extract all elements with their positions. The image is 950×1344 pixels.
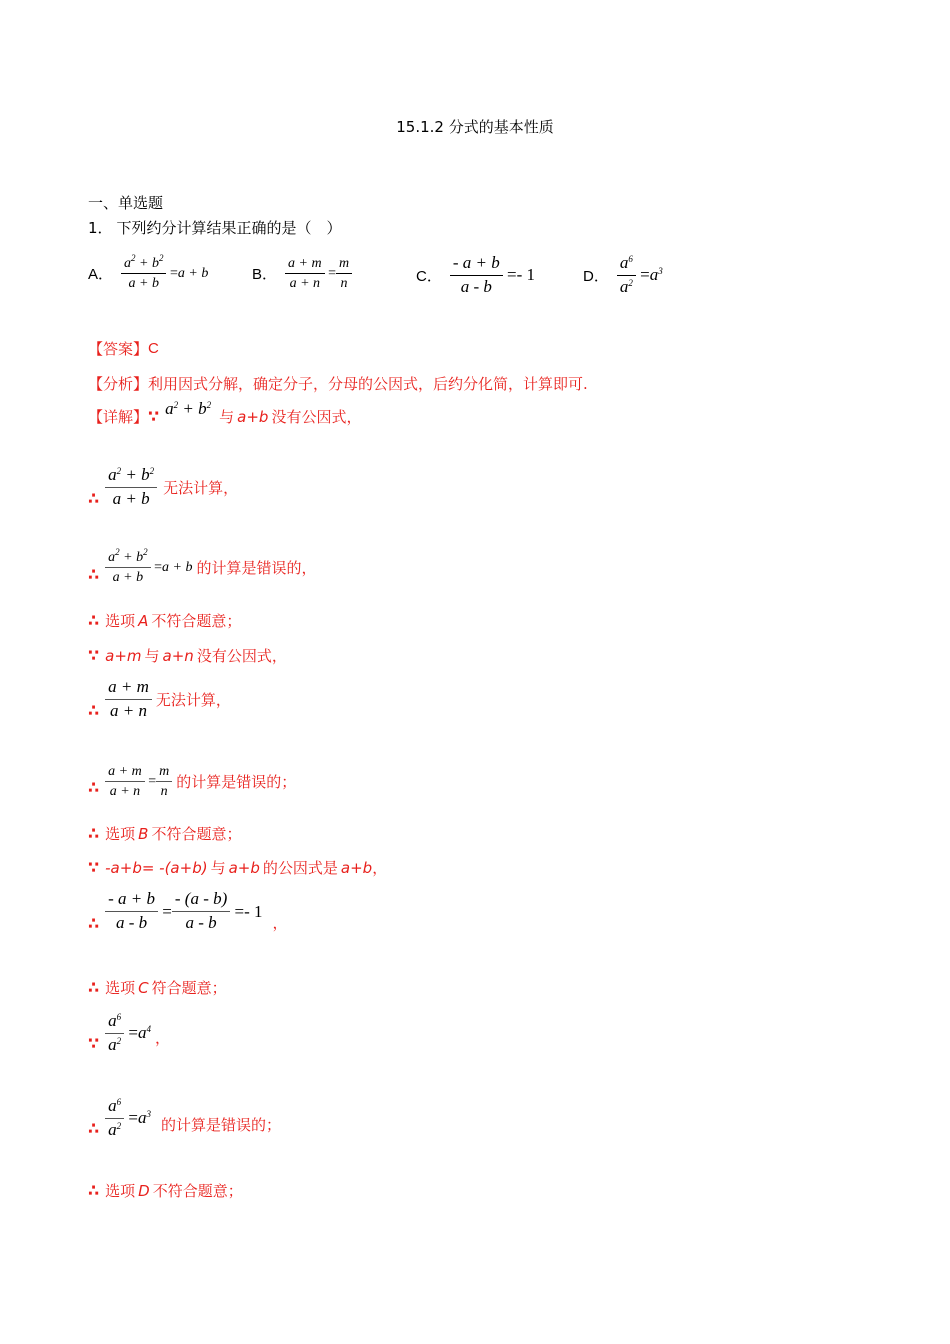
option-d-label: D． xyxy=(583,267,609,285)
detail-line-7: ∴ $\frac{a + m}{a + n}$ = $\frac{m}{n}$ 的计算是错误的； xyxy=(88,764,297,800)
option-b[interactable] xyxy=(252,256,352,292)
answer-value: C xyxy=(148,340,159,357)
detail-line-5: ∵ a+m 与 a+n 没有公因式， xyxy=(88,646,287,665)
detail-line-11: ∴ 选项 C 符合题意； xyxy=(88,978,227,997)
detail-tag: 【详解】 xyxy=(88,408,149,426)
detail-line-8: ∴ 选项 B 不符合题意； xyxy=(88,824,242,843)
option-c[interactable] xyxy=(416,254,535,296)
question-number: 1． xyxy=(88,219,113,237)
detail-line-4: ∴ 选项 A 不符合题意； xyxy=(88,611,242,630)
detail-line-1: 【详解】 ∵ $a^2 + b^2$ 与 a+b 没有公因式， xyxy=(88,398,362,426)
analysis-line xyxy=(88,373,588,394)
option-b-label: B． xyxy=(252,266,278,284)
detail-line-13: ∴ $\frac{a^6}{a^2}$ $=a^3$ 的计算是错误的； xyxy=(88,1096,281,1139)
analysis-tag: 【分析】 xyxy=(88,375,149,393)
detail-line-2: ∴ $\frac{a^2 + b^2}{a + b}$ 无法计算， xyxy=(88,465,239,508)
option-b-formula: $\frac{a + m}{a + n}$ = $\frac{m}{n}$ xyxy=(285,256,352,292)
option-a-label: A． xyxy=(88,266,114,284)
because-symbol: ∵ xyxy=(148,407,160,426)
question-text: 下列约分计算结果正确的是（ ） xyxy=(116,219,342,237)
answer-tag: 【答案】 xyxy=(88,340,149,358)
page-title: 15.1.2 分式的基本性质 xyxy=(396,118,554,136)
question-stem xyxy=(88,217,342,238)
option-d[interactable] xyxy=(583,254,663,296)
analysis-text: 利用因式分解，确定分子，分母的公因式，后约分化简，计算即可. xyxy=(148,375,588,393)
detail-line-14: ∴ 选项 D 不符合题意； xyxy=(88,1181,243,1200)
option-a-equation: $\frac{a^2 + b^2}{a + b}$ =a + b xyxy=(105,550,192,586)
option-c-derivation: $\frac{- a + b}{a - b}$ = $\frac{- (a - b)}{a - b}$ =- 1 xyxy=(105,890,262,932)
option-b-equation: $\frac{a + m}{a + n}$ = $\frac{m}{n}$ xyxy=(105,764,172,800)
detail-line-12: ∵ $\frac{a^6}{a^2}$ $=a^4$ ， xyxy=(88,1011,170,1054)
detail-line-6: ∴ $\frac{a + m}{a + n}$ 无法计算， xyxy=(88,677,231,720)
fraction-am-over-an: $\frac{a + m}{a + n}$ xyxy=(105,678,152,720)
detail-line-9: ∵ -a+b= -(a+b) 与 a+b 的公因式是 a+b ， xyxy=(88,858,388,877)
option-a-formula: $\frac{a^2 + b^2}{a + b}$ =a + b xyxy=(121,256,208,292)
option-d-formula: $\frac{a^6}{a^2}$ $=a^3$ xyxy=(617,254,663,296)
option-c-formula: $\frac{- a + b}{a - b}$ =- 1 xyxy=(450,254,535,296)
section-heading: 一、单选题 xyxy=(88,194,164,212)
detail-line-10: ∴ $\frac{- a + b}{a - b}$ = $\frac{- (a - b)}{a - b}$ =- 1 ， xyxy=(88,889,288,933)
option-c-label: C． xyxy=(416,267,442,285)
fraction-a2b2-over-ab: $\frac{a^2 + b^2}{a + b}$ xyxy=(105,466,157,508)
detail-line-3: ∴ $\frac{a^2 + b^2}{a + b}$ =a + b 的计算是错误的， xyxy=(88,547,317,586)
a6-over-a2-equals-a4: $\frac{a^6}{a^2}$ $=a^4$ xyxy=(105,1012,151,1054)
answer-line xyxy=(88,338,159,359)
option-d-equation: $\frac{a^6}{a^2}$ $=a^3$ xyxy=(105,1097,151,1139)
option-a[interactable] xyxy=(88,253,209,292)
sum-squares-expr: $a^2 + b^2$ xyxy=(165,398,212,418)
